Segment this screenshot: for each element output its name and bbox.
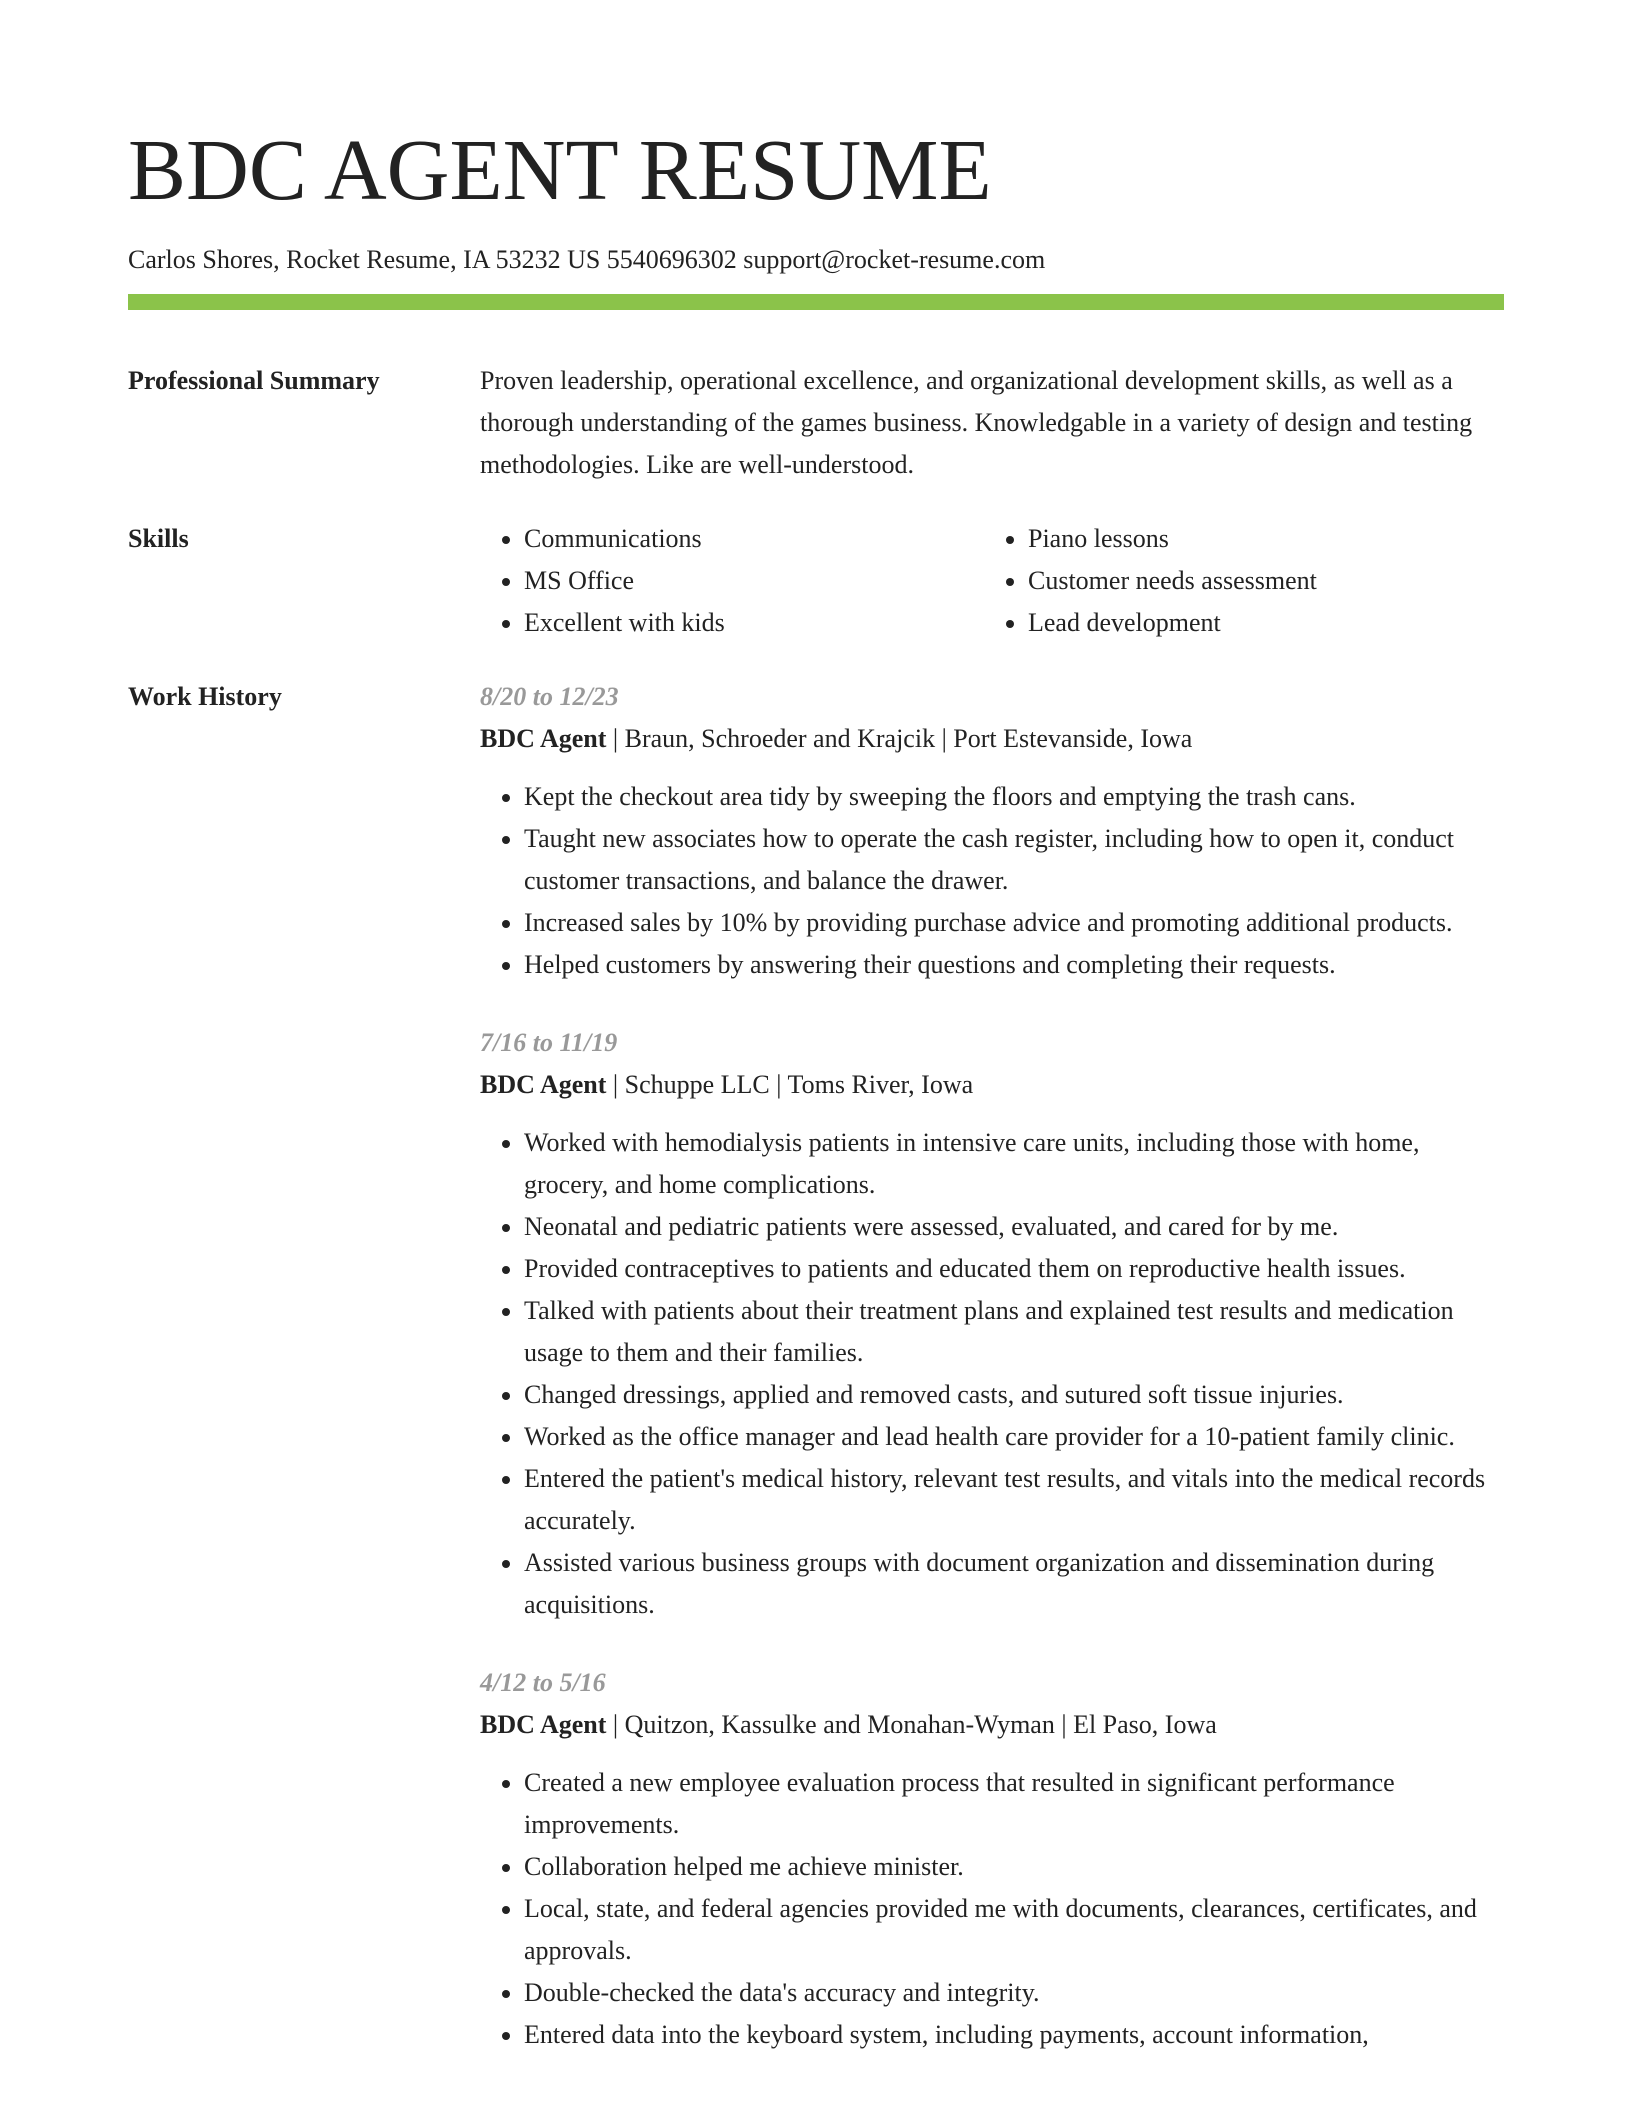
job-bullet: • Collaboration helped me achieve minister. xyxy=(524,1846,1504,1888)
job-dates: 8/20 to 12/23 xyxy=(480,682,619,711)
job-bullet: • Entered the patient's medical history, relevant test results, and vitals into the medical records accurately. xyxy=(524,1458,1504,1542)
skill-item: • Piano lessons xyxy=(1028,518,1488,560)
job-company: Quitzon, Kassulke and Monahan-Wyman xyxy=(624,1710,1055,1739)
skills-label: Skills xyxy=(128,524,189,553)
skill-item: • MS Office xyxy=(524,560,984,602)
skill-item: • Communications xyxy=(524,518,984,560)
skills-column-left xyxy=(480,518,984,644)
job-bullet: • Created a new employee evaluation process that resulted in significant performance improvements. xyxy=(524,1762,1504,1846)
job-bullet: • Worked with hemodialysis patients in intensive care units, including those with home, grocery, and home complications. xyxy=(524,1122,1504,1206)
job-company: Schuppe LLC xyxy=(624,1070,770,1099)
job-dates: 7/16 to 11/19 xyxy=(480,1028,618,1057)
job-location: El Paso, Iowa xyxy=(1073,1710,1217,1739)
job-bullet: • Increased sales by 10% by providing purchase advice and promoting additional products. xyxy=(524,902,1504,944)
job-title: BDC Agent xyxy=(480,1070,607,1099)
job-bullet: • Double-checked the data's accuracy and integrity. xyxy=(524,1972,1504,2014)
skill-item: • Lead development xyxy=(1028,602,1488,644)
summary-body xyxy=(480,360,1504,486)
summary-label: Professional Summary xyxy=(128,366,380,395)
job-entry xyxy=(480,1022,1504,1626)
summary-section xyxy=(128,360,1504,486)
job-bullet: • Entered data into the keyboard system, including payments, account information, xyxy=(524,2014,1504,2056)
job-bullets xyxy=(480,776,1504,986)
separator: | xyxy=(776,1070,782,1099)
skill-item: • Excellent with kids xyxy=(524,602,984,644)
separator: | xyxy=(612,724,619,753)
resume-page xyxy=(128,0,1504,2092)
job-heading xyxy=(480,1704,1504,1746)
job-bullet: • Talked with patients about their treatment plans and explained test results and medication usage to them and their families. xyxy=(524,1290,1504,1374)
job-bullet: • Taught new associates how to operate the cash register, including how to open it, conduct customer transactions, and balance the drawer. xyxy=(524,818,1504,902)
job-entry xyxy=(480,1662,1504,2056)
job-heading xyxy=(480,718,1504,760)
job-company: Braun, Schroeder and Krajcik xyxy=(624,724,936,753)
job-bullet: • Changed dressings, applied and removed casts, and sutured soft tissue injuries. xyxy=(524,1374,1504,1416)
skill-item: • Customer needs assessment xyxy=(1028,560,1488,602)
work-history-section xyxy=(128,676,1504,2092)
job-bullet: • Provided contraceptives to patients and educated them on reproductive health issues. xyxy=(524,1248,1504,1290)
job-location: Toms River, Iowa xyxy=(787,1070,974,1099)
separator: | xyxy=(612,1070,619,1099)
job-bullet: • Helped customers by answering their questions and completing their requests. xyxy=(524,944,1504,986)
job-bullet: • Local, state, and federal agencies provided me with documents, clearances, certificates, and approvals. xyxy=(524,1888,1504,1972)
job-title: BDC Agent xyxy=(480,724,607,753)
contact-line: Carlos Shores, Rocket Resume, IA 53232 US 5540696302 support@rocket-resume.com xyxy=(128,245,1046,274)
skills-column-right xyxy=(984,518,1488,644)
job-title: BDC Agent xyxy=(480,1710,607,1739)
job-bullet: • Worked as the office manager and lead health care provider for a 10-patient family clinic. xyxy=(524,1416,1504,1458)
work-history-label: Work History xyxy=(128,682,282,711)
resume-title: BDC AGENT RESUME xyxy=(128,121,992,218)
header-divider xyxy=(128,294,1504,310)
job-bullet: • Kept the checkout area tidy by sweeping the floors and emptying the trash cans. xyxy=(524,776,1504,818)
separator: | xyxy=(941,724,947,753)
separator: | xyxy=(1061,1710,1067,1739)
skills-body xyxy=(480,518,1504,644)
job-bullet: • Assisted various business groups with document organization and dissemination during acquisitions. xyxy=(524,1542,1504,1626)
job-bullets xyxy=(480,1762,1504,2056)
separator: | xyxy=(612,1710,619,1739)
job-bullet: • Neonatal and pediatric patients were assessed, evaluated, and cared for by me. xyxy=(524,1206,1504,1248)
job-location: Port Estevanside, Iowa xyxy=(953,724,1193,753)
skills-section xyxy=(128,518,1504,644)
job-bullets xyxy=(480,1122,1504,1626)
job-entry xyxy=(480,676,1504,986)
job-heading xyxy=(480,1064,1504,1106)
work-history-body xyxy=(480,676,1504,2092)
skills-grid xyxy=(480,518,1504,644)
summary-text: Proven leadership, operational excellence, and organizational development skills, as well as a thorough understanding of the games business. Knowledgable in a variety of design and testing methodologies. Like are well-understood. xyxy=(480,366,1473,479)
job-dates: 4/12 to 5/16 xyxy=(480,1668,606,1697)
